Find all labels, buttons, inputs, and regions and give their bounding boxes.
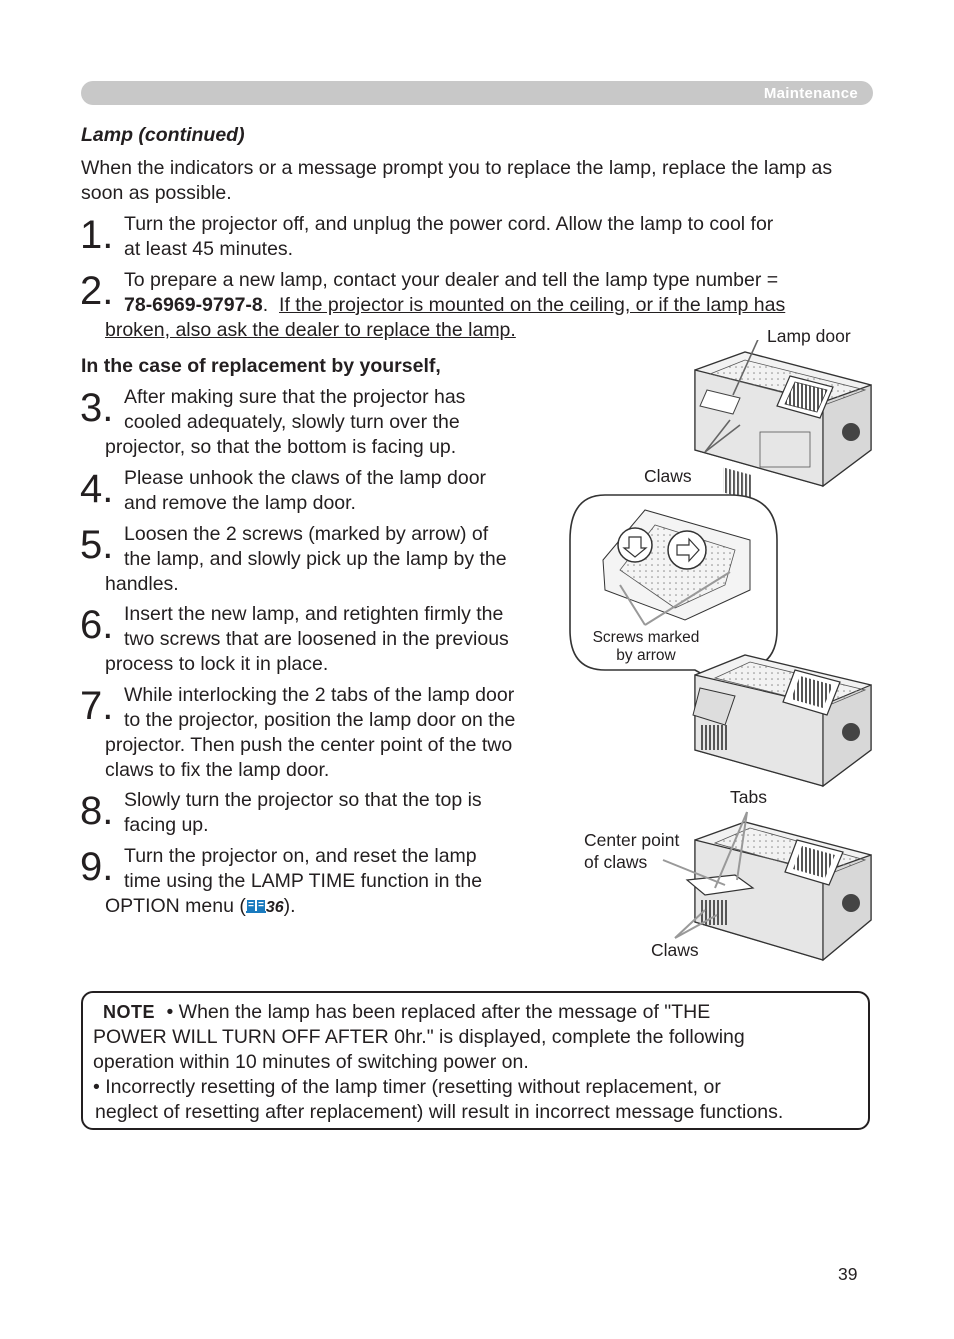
step-number: 6. [80,603,114,647]
step-number: 1. [80,213,114,257]
step-number: 5. [80,523,114,567]
figure-label-lamp-door: Lamp door [767,326,851,346]
step-number: 7. [80,684,114,728]
section-label: Maintenance [763,85,858,102]
step-9-text: Turn the projector on, and reset the lamp time using the LAMP TIME function in the OPTION menu ( 36). [105,845,483,917]
figure-label-claws: Claws [644,466,692,486]
page-title: Lamp (continued) [81,124,245,146]
lamp-part-number: 78-6969-9797-8 [124,294,263,316]
step-1-text: Turn the projector off, and unplug the power cord. Allow the lamp to cool for at least 45 minutes. [124,213,774,260]
subheading: In the case of replacement by yourself, [81,355,441,377]
step-4-text: Please unhook the claws of the lamp door and remove the lamp door. [124,467,487,514]
step-number: 9. [80,845,114,889]
projector-illustration-2 [693,655,871,786]
figure-label-tabs: Tabs [730,787,767,807]
intro-paragraph: When the indicators or a message prompt you to replace the lamp, replace the lamp as soon as possible. [81,157,833,204]
figure-label-center-point: Center point of claws [584,830,680,872]
figure-label-screws: Screws marked by arrow [592,629,700,664]
step-8-text: Slowly turn the projector so that the top is facing up. [124,789,482,836]
step-2-text: To prepare a new lamp, contact your dealer and tell the lamp type number = 78-6969-9797-8. If the projector is mounted on the ceiling, or if the lamp has broken, also ask the dealer to replace the lamp. [105,269,786,341]
step-number: 8. [80,789,114,833]
note-text: NOTE • When the lamp has been replaced after the message of "THE POWER WILL TURN OFF AFTER 0hr." is displayed, complete the following operation within 10 minutes of switching power on. • Incorrectly resetting of the lamp timer (resetting without replacement, or neglect of resetting after replacement) will result in incorrect message functions. [93,1001,784,1123]
projector-illustration-3 [663,812,871,960]
step-3-text: After making sure that the projector has cooled adequately, slowly turn over the projector, so that the bottom is facing up. [105,386,466,458]
section-header-bar [81,81,873,105]
step-number: 4. [80,467,114,511]
note-tag: NOTE [103,1002,156,1022]
step-6-text: Insert the new lamp, and retighten firmly the two screws that are loosened in the previous process to lock it in place. [105,603,509,675]
step-number: 3. [80,386,114,430]
projector-illustration-1 [695,340,871,500]
page-reference-link[interactable]: 36 [265,899,284,916]
figure-label-claws-bottom: Claws [651,940,699,960]
note-box [81,991,870,1130]
step-number: 2. [80,269,114,313]
step-7-text: While interlocking the 2 tabs of the lamp door to the projector, position the lamp door on the projector. Then push the center point of the two claws to fix the lamp door. [105,684,516,781]
step-5-text: Loosen the 2 screws (marked by arrow) of the lamp, and slowly pick up the lamp by the handles. [105,523,507,595]
book-reference-icon [246,898,266,914]
page-number: 39 [838,1264,858,1284]
